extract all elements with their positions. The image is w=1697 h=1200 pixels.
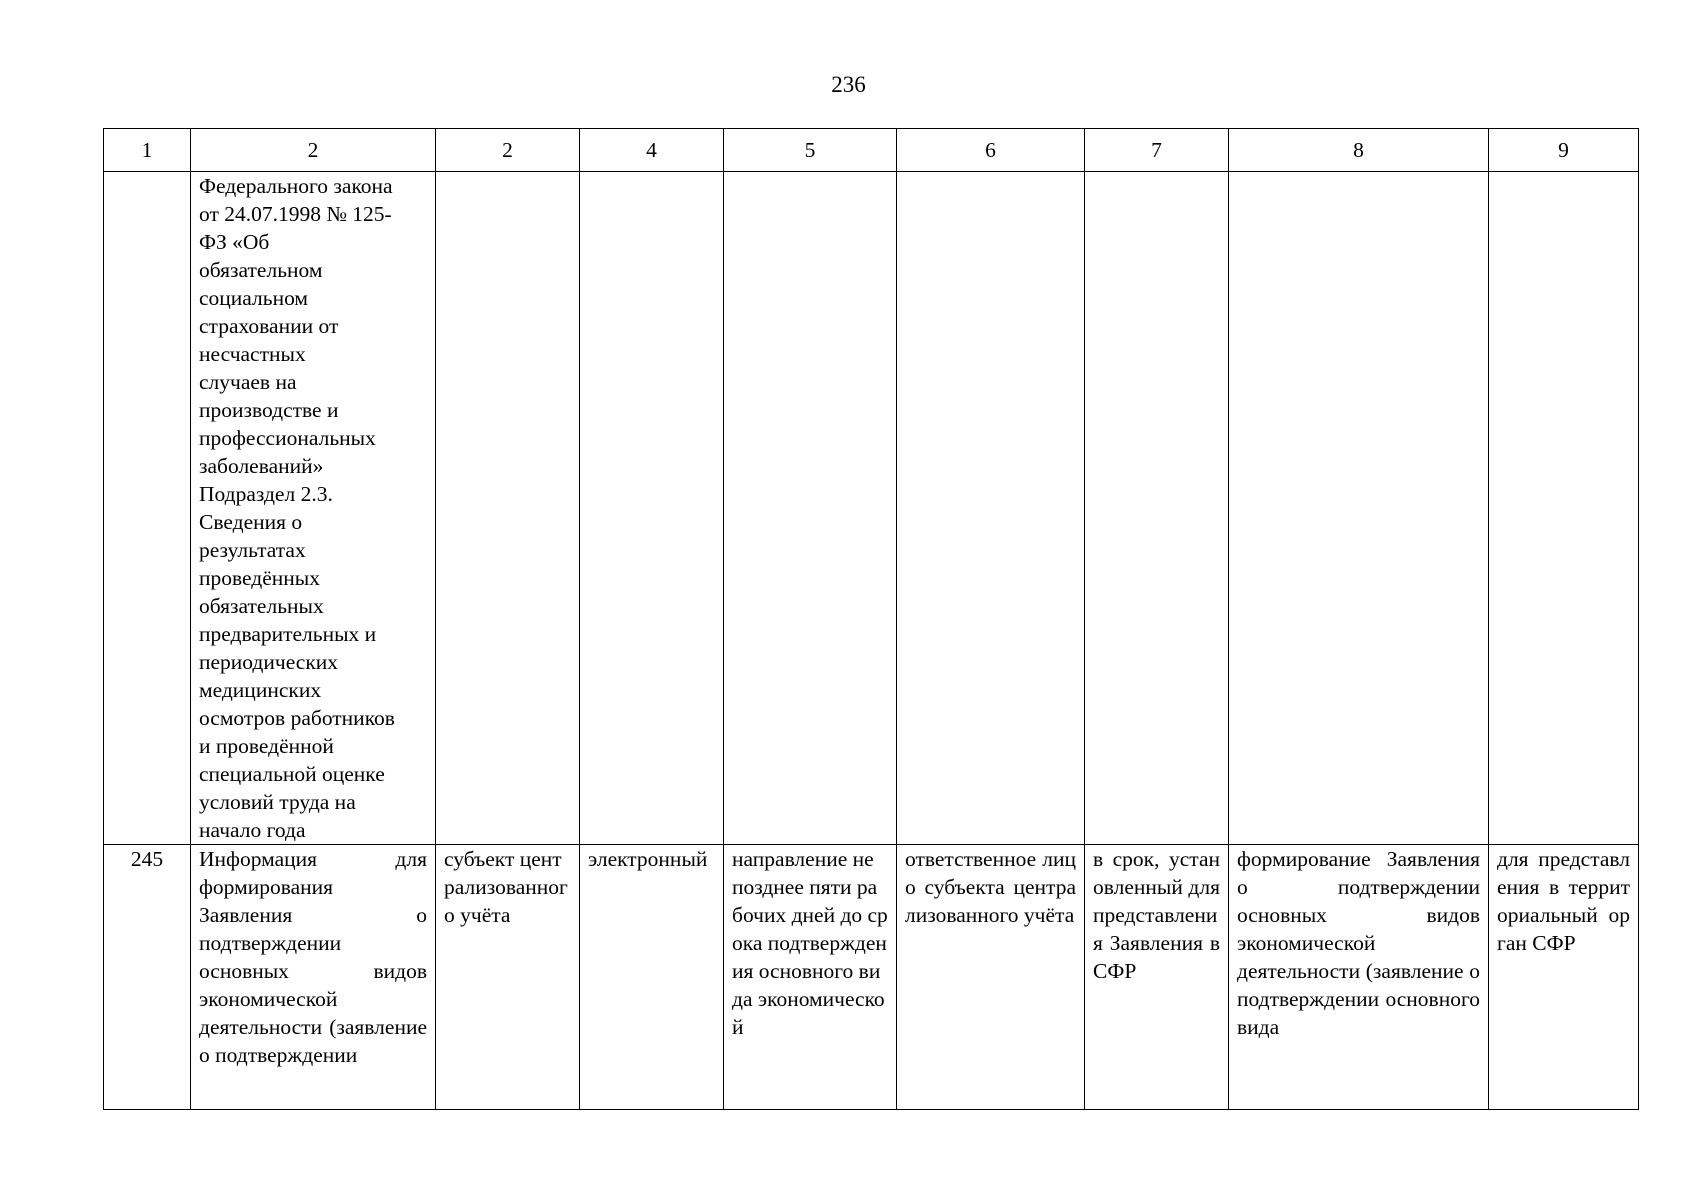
- table-cell: [1489, 172, 1639, 845]
- term-cell: в срок, установленный для представления Заявления в СФР: [1085, 845, 1229, 1110]
- continuation-legal-reference: [191, 172, 436, 845]
- info-name-cell: Информация для формирования Заявления о подтверждении основных видов экономической деятельности (заявление о подтверждении: [191, 845, 436, 1110]
- text-line: Подраздел 2.3.: [199, 482, 333, 506]
- text-line: страховании от: [199, 314, 339, 338]
- text-line: осмотров работников: [199, 706, 395, 730]
- text-line: Федерального закона: [199, 174, 393, 198]
- text-line: обязательных: [199, 594, 324, 618]
- text-line: социальном: [199, 286, 309, 310]
- text-line: медицинских: [199, 678, 322, 702]
- header-cell: 2: [436, 129, 580, 172]
- header-cell: 4: [580, 129, 724, 172]
- document-table: [103, 128, 1639, 1110]
- text-line: проведённых: [199, 566, 320, 590]
- table-cell: [724, 172, 897, 845]
- recipient-cell: для представления в территориальный орган СФР: [1489, 845, 1639, 1110]
- text-line: начало года: [199, 818, 306, 842]
- responsible-person-cell: ответственное лицо субъекта централизованного учёта: [897, 845, 1085, 1110]
- header-cell: 5: [724, 129, 897, 172]
- text-line: ФЗ «Об: [199, 230, 270, 254]
- table-cell: [1229, 172, 1489, 845]
- header-cell: 2: [191, 129, 436, 172]
- text-line: обязательном: [199, 258, 323, 282]
- table-row-continuation: [104, 172, 1639, 845]
- subject-cell: субъект централизованного учёта: [436, 845, 580, 1110]
- table-cell: [1085, 172, 1229, 845]
- page-number: 236: [831, 72, 866, 97]
- table-cell: [580, 172, 724, 845]
- text-line: несчастных: [199, 342, 306, 366]
- header-cell: 9: [1489, 129, 1639, 172]
- purpose-cell: формирование Заявления о подтверждении основных видов экономической деятельности (заявление о подтверждении основного вида: [1229, 845, 1489, 1110]
- text-line: и проведённой: [199, 734, 334, 758]
- table-cell: [897, 172, 1085, 845]
- text-line: заболеваний»: [199, 454, 324, 478]
- table-row: [104, 845, 1639, 1110]
- text-line: предварительных и: [199, 622, 377, 646]
- table-cell: [436, 172, 580, 845]
- text-line: профессиональных: [199, 426, 376, 450]
- table-cell: [104, 172, 191, 845]
- text-line: случаев на: [199, 370, 297, 394]
- header-cell: 1: [104, 129, 191, 172]
- header-cell: 6: [897, 129, 1085, 172]
- header-cell: 7: [1085, 129, 1229, 172]
- header-cell: 8: [1229, 129, 1489, 172]
- text-line: периодических: [199, 650, 339, 674]
- text-line: производстве и: [199, 398, 339, 422]
- format-cell: электронный: [580, 845, 724, 1110]
- row-number: 245: [104, 845, 191, 1110]
- text-line: Сведения о: [199, 510, 303, 534]
- table-header-row: [104, 129, 1639, 172]
- deadline-cell: направление не позднее пяти рабочих дней до срока подтверждения основного вида экономической: [724, 845, 897, 1110]
- text-line: специальной оценке: [199, 762, 385, 786]
- text-line: от 24.07.1998 № 125-: [199, 202, 392, 226]
- text-line: результатах: [199, 538, 306, 562]
- text-line: условий труда на: [199, 790, 356, 814]
